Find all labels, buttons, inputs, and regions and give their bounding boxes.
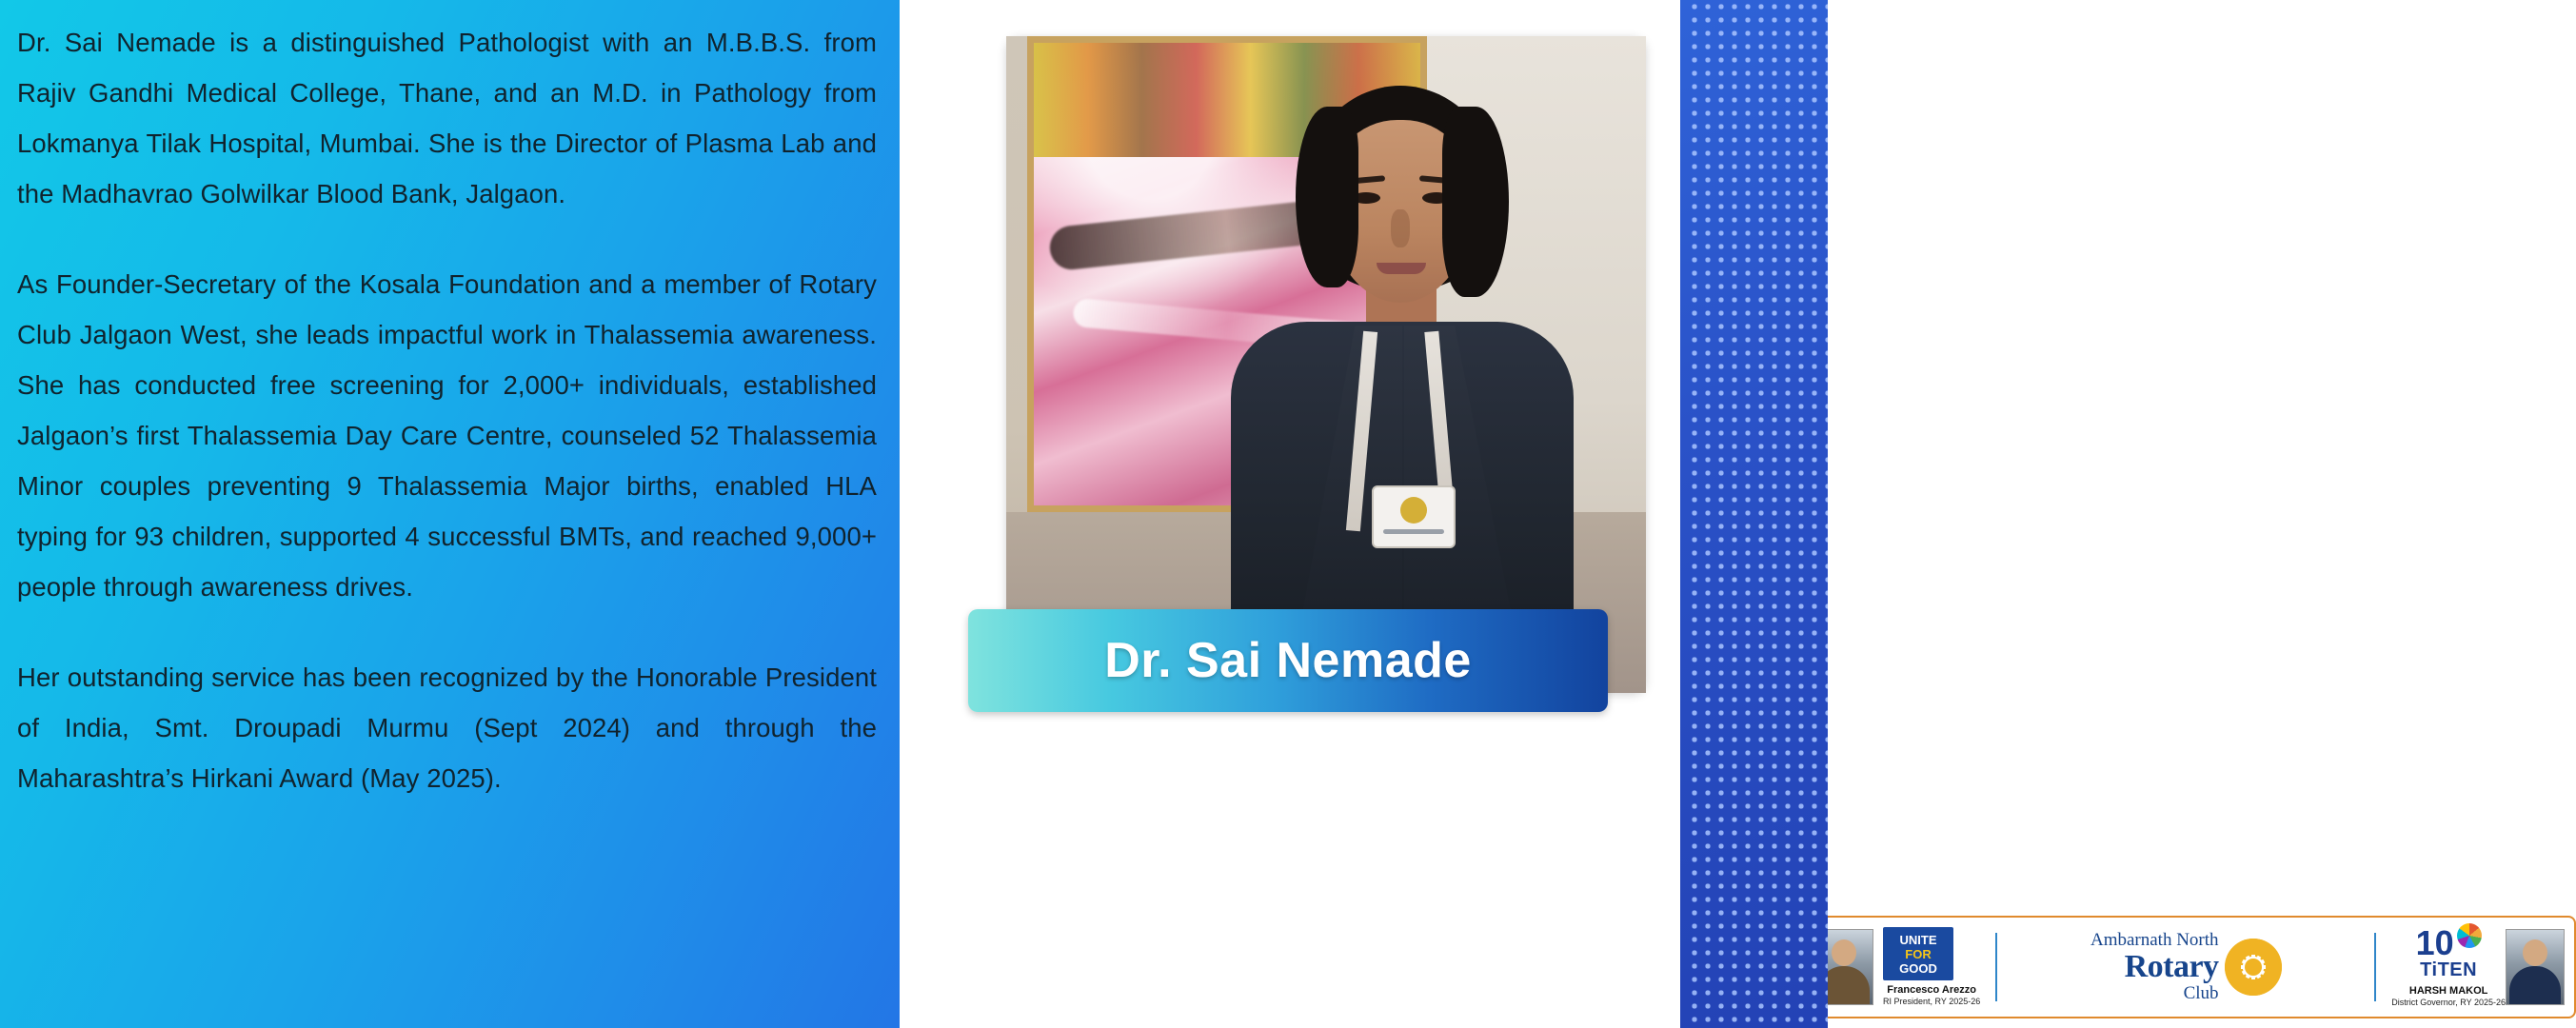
profile-panel [900, 0, 2506, 1028]
footer-divider-right [2374, 933, 2376, 1001]
unite-line-2: FOR [1905, 946, 1932, 961]
unite-for-good-block [1883, 927, 1980, 1007]
portrait-body [2509, 966, 2561, 1004]
unite-line-1: UNITE [1899, 932, 1937, 947]
bio-paragraph-2: As Founder-Secretary of the Kosala Foundation and a member of Rotary Club Jalgaon West, she leads impactful work in Thalassemia awareness. She has conducted free screening for 2,000+ individuals, established Jalgaon’s first Thalassemia Day Care Centre, counseled 52 Thalassemia Minor couples preventing 9 Thalassemia Major births, enabled HLA typing for 93 children, supported 4 successful BMTs, and reached 9,000+ people through awareness drives. [17, 269, 877, 602]
badge-emblem-icon [1400, 497, 1427, 524]
wheel-spoke [2251, 955, 2255, 979]
club-text [2091, 931, 2219, 1003]
profile-name: Dr. Sai Nemade [1104, 633, 1472, 688]
id-badge [1372, 485, 1456, 548]
unite-line-3: GOOD [1899, 960, 1937, 976]
ri-president-role: RI President, RY 2025-26 [1883, 997, 1981, 1006]
titen-number: 10 [2415, 922, 2454, 962]
titen-logo-row [2391, 922, 2506, 962]
titen-color-wheel-icon [2457, 923, 2482, 948]
district-governor-portrait [2506, 929, 2565, 1005]
profile-photo [1006, 36, 1646, 693]
ri-president-caption [1883, 984, 1980, 1007]
district-governor-caption [2391, 985, 2506, 1008]
bio-paragraph-1: Dr. Sai Nemade is a distinguished Pathologist with an M.B.B.S. from Rajiv Gandhi Medical College, Thane, and an M.D. in Pathology from Lokmanya Tilak Hospital, Mumbai. She is the Director of Plasma Lab and the Madhavrao Golwilkar Blood Bank, Jalgaon. [17, 28, 877, 208]
district-governor-name: HARSH MAKOL [2408, 984, 2488, 997]
hair-front-right [1442, 107, 1509, 297]
titen-wordmark: TiTEN [2420, 959, 2478, 980]
bio-paragraph-3: Her outstanding service has been recognized by the Honorable President of India, Smt. Droupadi Murmu (Sept 2024) and through the Maharashtra’s Hirkani Award (May 2025). [17, 662, 877, 793]
name-plate [968, 609, 1608, 712]
decorative-dot-panel [1680, 0, 1828, 1028]
footer-divider-left [1995, 933, 1997, 1001]
unite-for-good-logo [1883, 927, 1953, 980]
district-governor-role: District Governor, RY 2025-26 [2391, 997, 2506, 1007]
rotary-wheel-icon [2225, 939, 2282, 996]
badge-text-line [1383, 529, 1444, 534]
wheel-spoke [2241, 965, 2266, 969]
dot-pattern [1688, 0, 1828, 1028]
club-identity-block [2012, 931, 2359, 1003]
club-brand: Rotary [2124, 949, 2219, 985]
person-figure [1193, 86, 1602, 693]
portrait-head [1832, 939, 1856, 966]
hair-front-left [1296, 107, 1358, 287]
club-word: Club [2183, 982, 2219, 1003]
ri-president-name: Francesco Arezzo [1887, 984, 1976, 996]
nose-shape [1391, 209, 1410, 247]
titen-logo-block [2391, 922, 2506, 1008]
profile-photo-card [1006, 36, 1646, 693]
portrait-head [2523, 939, 2547, 966]
rotary-footer-bar [1803, 916, 2576, 1018]
biography-panel [0, 0, 900, 1028]
club-city: Ambarnath North [2090, 930, 2219, 951]
mouth-shape [1377, 263, 1426, 274]
